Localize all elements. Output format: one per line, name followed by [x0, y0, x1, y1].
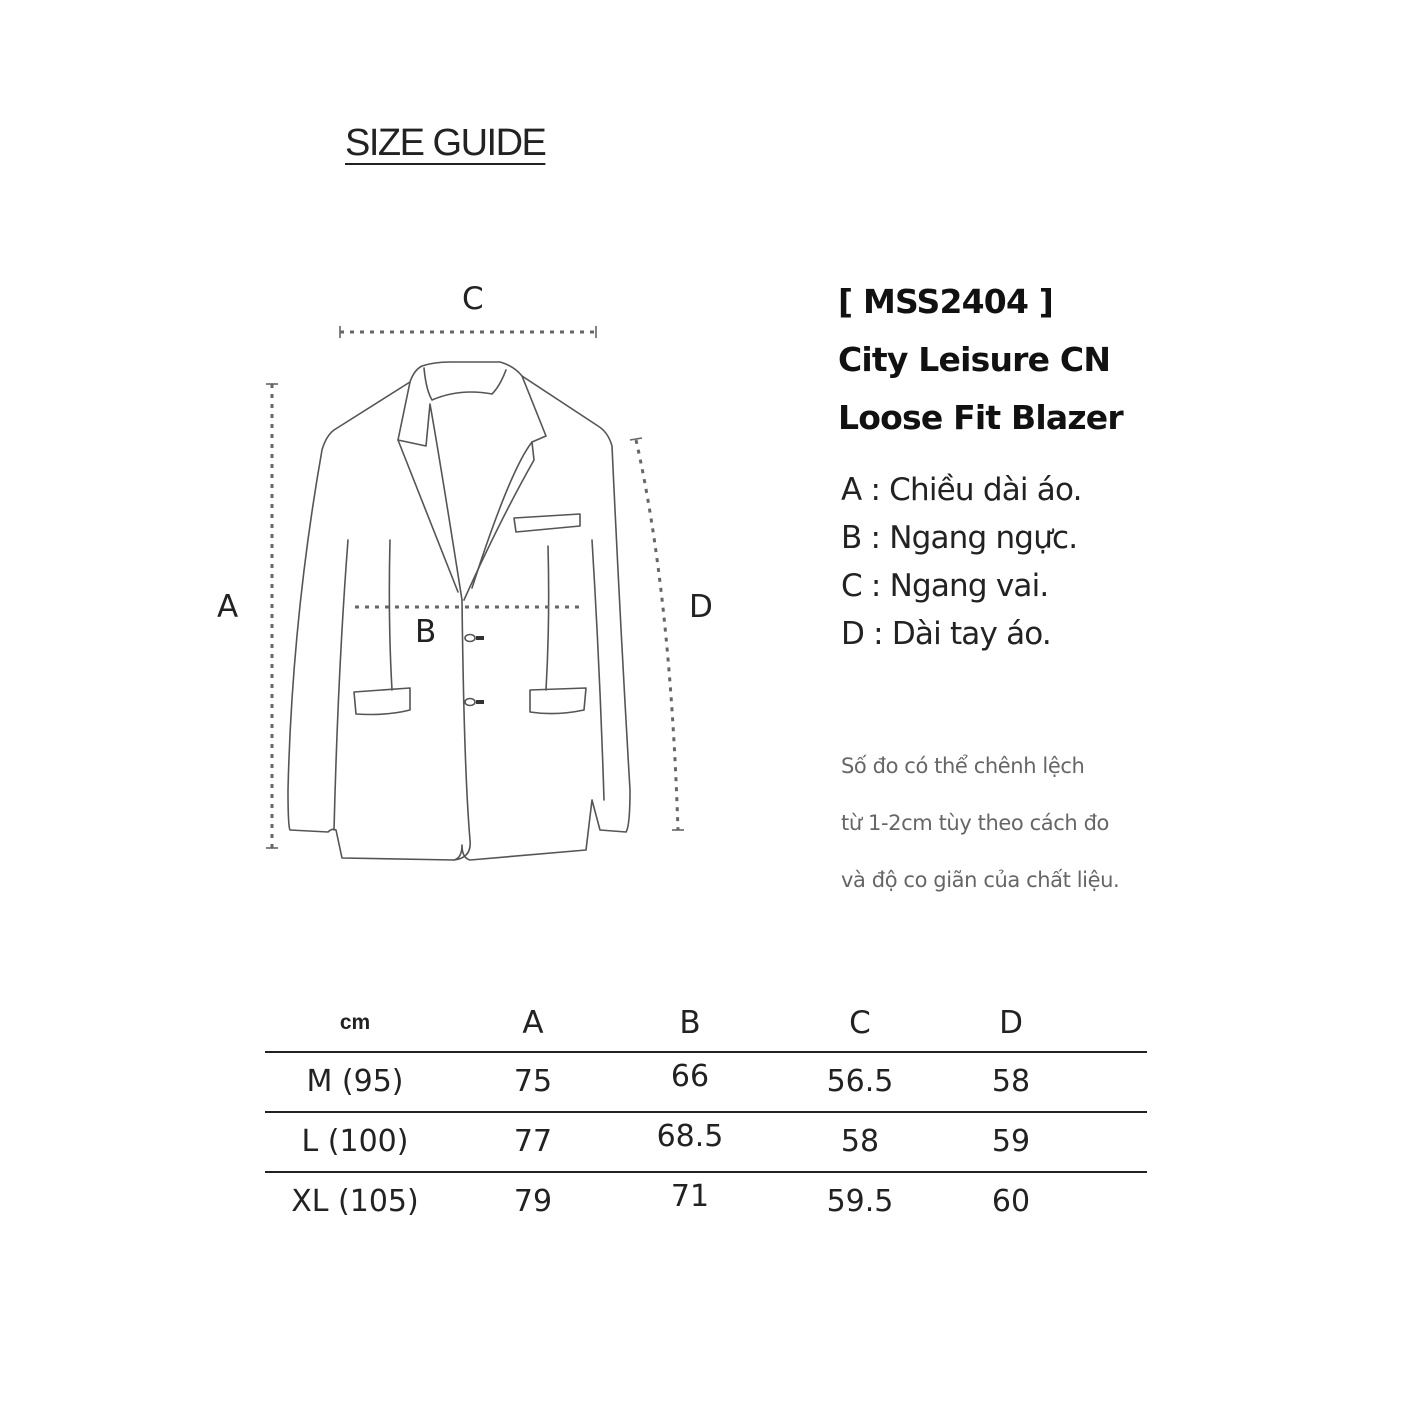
value-cell-b: 68.5: [656, 1119, 724, 1154]
legend-item-d: D : Dài tay áo.: [841, 616, 1051, 652]
legend-item-c: C : Ngang vai.: [841, 568, 1049, 604]
value-cell-a: 79: [513, 1184, 553, 1219]
value-cell-a: 77: [513, 1124, 553, 1159]
table-row: [265, 1051, 1147, 1111]
product-code: [ MSS2404 ]: [838, 282, 1054, 321]
measurement-legend: [841, 466, 1082, 658]
blazer-diagram: [200, 270, 740, 910]
value-cell-d: 58: [991, 1064, 1031, 1099]
product-name-line2: Loose Fit Blazer: [838, 398, 1123, 437]
header-cell-d: D: [999, 1005, 1023, 1041]
size-cell: M (95): [306, 1064, 404, 1099]
note-line: từ 1-2cm tùy theo cách đo: [841, 811, 1109, 835]
size-cell: L (100): [301, 1124, 409, 1159]
blazer-illustration: [200, 270, 740, 910]
value-cell-b: 66: [670, 1059, 710, 1094]
value-cell-a: 75: [513, 1064, 553, 1099]
header-cell-c: C: [849, 1005, 871, 1041]
dimension-label-a: A: [217, 589, 239, 625]
legend-item-b: B : Ngang ngực.: [841, 520, 1078, 556]
value-cell-c: 59.5: [826, 1184, 894, 1219]
size-table: [265, 993, 1147, 1231]
value-cell-c: 56.5: [826, 1064, 894, 1099]
product-name-line1: City Leisure CN: [838, 340, 1111, 379]
dimension-label-b: B: [415, 614, 437, 650]
measurement-note: [841, 738, 1241, 909]
table-row: [265, 1111, 1147, 1171]
dimension-label-d: D: [689, 589, 713, 625]
legend-item-a: A : Chiều dài áo.: [841, 472, 1082, 508]
value-cell-c: 58: [840, 1124, 880, 1159]
header-cell-unit: cm: [339, 1011, 371, 1034]
value-cell-d: 60: [991, 1184, 1031, 1219]
product-heading: [838, 273, 1378, 447]
value-cell-b: 71: [670, 1179, 710, 1214]
value-cell-d: 59: [991, 1124, 1031, 1159]
header-cell-a: A: [522, 1005, 544, 1041]
note-line: và độ co giãn của chất liệu.: [841, 868, 1120, 892]
page-title: SIZE GUIDE: [345, 122, 546, 164]
header-cell-b: B: [679, 1005, 701, 1041]
table-row: [265, 1171, 1147, 1231]
size-cell: XL (105): [291, 1184, 419, 1219]
dimension-label-c: C: [462, 281, 484, 317]
jacket-outline: [288, 362, 630, 860]
note-line: Số đo có thể chênh lệch: [841, 754, 1085, 778]
table-header-row: [265, 993, 1147, 1051]
